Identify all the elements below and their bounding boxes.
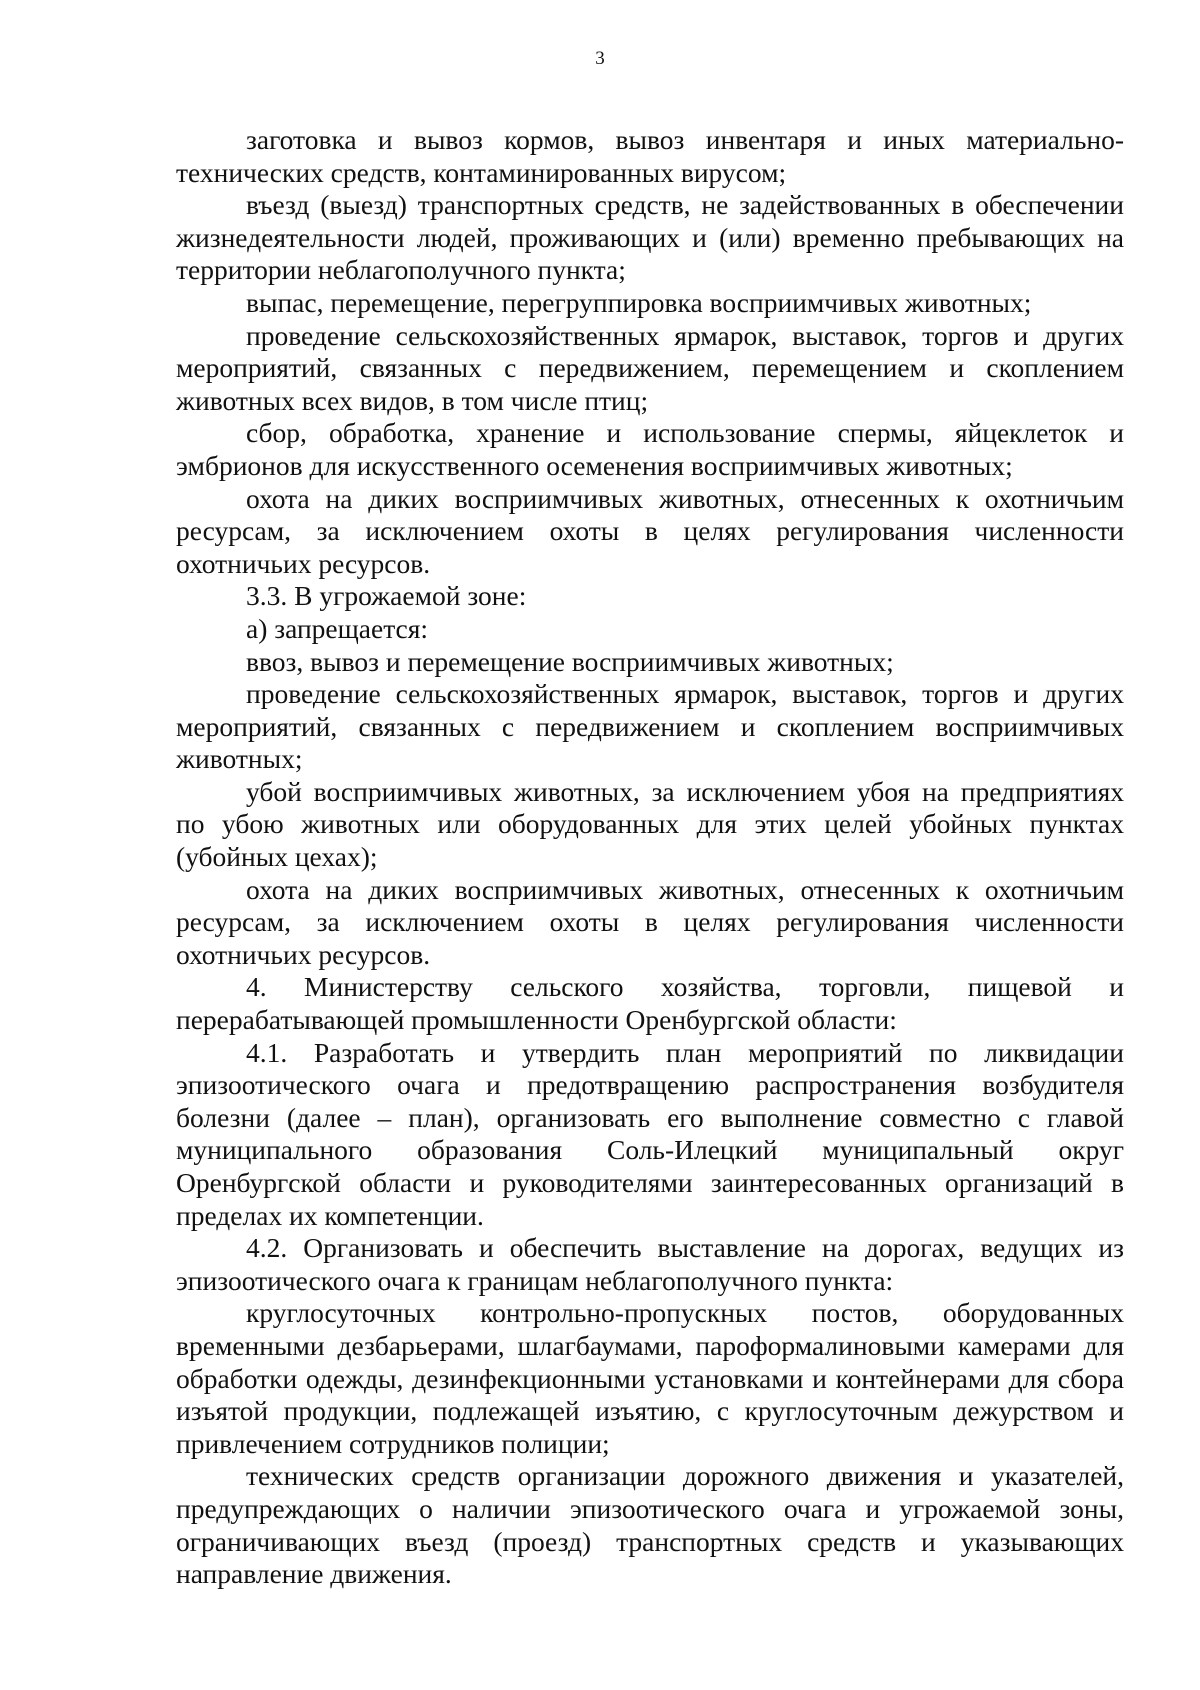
paragraph: охота на диких восприимчивых животных, отнесенных к охотничьим ресурсам, за исключением охоты в целях регулирования численности охотничьих ресурсов. [176,482,1124,579]
section-heading: 3.3. В угрожаемой зоне: [246,580,527,612]
paragraph: въезд (выезд) транспортных средств, не задействованных в обеспечении жизнедеятельности людей, проживающих и (или) временно пребывающих на территории неблагополучного пункта; [176,189,1124,286]
paragraph: 4.2. Организовать и обеспечить выставление на дорогах, ведущих из эпизоотического очага к границам неблагополучного пункта: [176,1232,1124,1296]
paragraph: заготовка и вывоз кормов, вывоз инвентаря и иных материально-технических средств, контаминированных вирусом; [176,124,1124,188]
paragraph: проведение сельскохозяйственных ярмарок, выставок, торгов и других мероприятий, связанных с передвижением и скоплением восприимчивых животных; [176,678,1124,775]
paragraph: ввоз, вывоз и перемещение восприимчивых животных; [246,645,894,677]
paragraph: 4.1. Разработать и утвердить план мероприятий по ликвидации эпизоотического очага и предотвращению распространения возбудителя болезни (далее – план), организовать его выполнение совместно с главой муниципального образования Соль-Илецкий муниципальный округ Оренбургской области и руководителями заинтересованных организаций в пределах их компетенции. [176,1036,1124,1231]
paragraph: круглосуточных контрольно-пропускных постов, оборудованных временными дезбарьерами, шлагбаумами, пароформалиновыми камерами для обработки одежды, дезинфекционными установками и контейнерами для сбора изъятой продукции, подлежащей изъятию, с круглосуточным дежурством и привлечением сотрудников полиции; [176,1297,1124,1459]
paragraph: проведение сельскохозяйственных ярмарок, выставок, торгов и других мероприятий, связанных с передвижением, перемещением и скоплением животных всех видов, в том числе птиц; [176,319,1124,416]
paragraph: охота на диких восприимчивых животных, отнесенных к охотничьим ресурсам, за исключением охоты в целях регулирования численности охотничьих ресурсов. [176,873,1124,970]
section-heading: 4. Министерству сельского хозяйства, торговли, пищевой и перерабатывающей промышленности Оренбургской области: [176,971,1124,1036]
subsection-heading: а) запрещается: [246,612,429,644]
document-body [176,124,1124,1591]
paragraph: технических средств организации дорожного движения и указателей, предупреждающих о наличии эпизоотического очага и угрожаемой зоны, ограничивающих въезд (проезд) транспортных средств и указывающих направление движения. [176,1460,1124,1590]
page-number: 3 [595,48,605,69]
paragraph: сбор, обработка, хранение и использование спермы, яйцеклеток и эмбрионов для искусственного осеменения восприимчивых животных; [176,417,1124,481]
paragraph: выпас, перемещение, перегруппировка восприимчивых животных; [246,286,1032,318]
paragraph: убой восприимчивых животных, за исключением убоя на предприятиях по убою животных или оборудованных для этих целей убойных пунктах (убойных цехах); [176,775,1124,873]
